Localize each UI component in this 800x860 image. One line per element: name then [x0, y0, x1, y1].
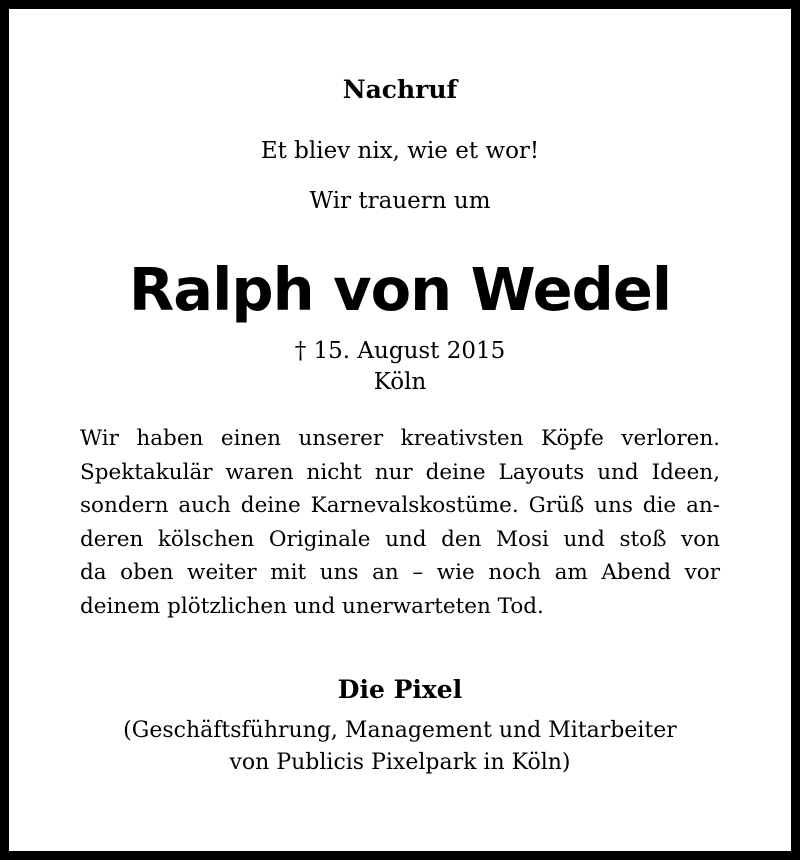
body-line: Wir haben einen unserer kreativsten Köpfe verloren. [80, 426, 720, 451]
body-line: da oben weiter mit uns an – wie noch am Abend vor [80, 560, 720, 586]
body-line: sondern auch deine Karnevalskostüme. Grüß uns die an- [80, 493, 720, 519]
body-line: Spektakulär waren nicht nur deine Layouts und Ideen, [80, 459, 720, 485]
motto: Et bliev nix, wie et wor! [260, 138, 540, 164]
signer-detail [0, 715, 800, 779]
body-line: deren kölschen Originale und den Mosi und stoß von [80, 526, 720, 552]
obituary-heading: Nachruf [342, 75, 458, 104]
death-date: † 15. August 2015 [294, 338, 506, 364]
signer-detail-line: (Geschäftsführung, Management und Mitarbeiter [123, 718, 677, 743]
signer-name: Die Pixel [337, 675, 463, 704]
deceased-name: Ralph von Wedel [128, 255, 672, 324]
body-line: deinem plötzlichen und unerwarteten Tod. [80, 593, 544, 619]
intro-line: Wir trauern um [309, 188, 491, 214]
death-place: Köln [373, 369, 427, 395]
obituary-body [80, 422, 720, 624]
signer-detail-line: von Publicis Pixelpark in Köln) [229, 750, 571, 775]
